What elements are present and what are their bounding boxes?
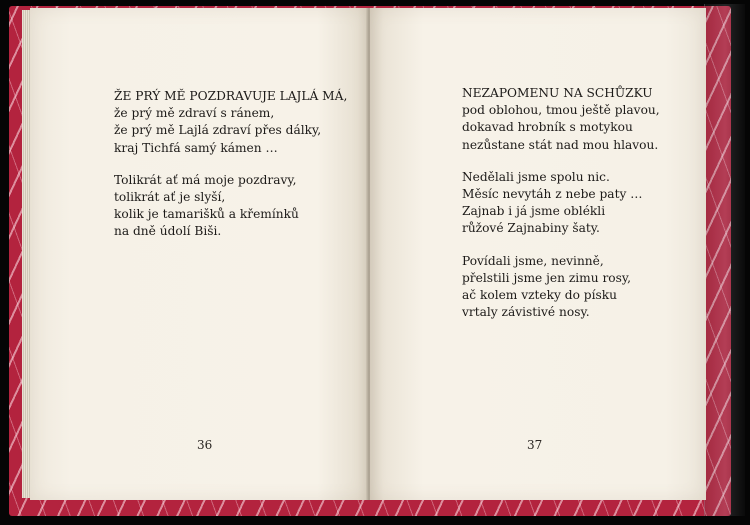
page-number: 37 bbox=[527, 438, 543, 452]
poem-line: nezůstane stát nad mou hlavou. bbox=[462, 137, 659, 152]
stanza bbox=[462, 253, 660, 322]
poem-line: Zajnab i já jsme oblékli bbox=[462, 204, 606, 219]
poem-line: tolikrát ať je slyší, bbox=[114, 190, 226, 205]
poem-title-line: NEZAPOMENU NA SCHŮZKU bbox=[462, 86, 653, 100]
right-poem bbox=[462, 85, 660, 336]
right-page bbox=[370, 8, 706, 500]
poem-line: Tolikrát ať má moje pozdravy, bbox=[114, 172, 297, 187]
poem-line: dokavad hrobník s motykou bbox=[462, 120, 633, 135]
left-page bbox=[30, 8, 368, 500]
stanza bbox=[462, 169, 660, 238]
poem-line: Nedělali jsme spolu nic. bbox=[462, 169, 610, 184]
page-number: 36 bbox=[197, 438, 213, 452]
poem-line: pod oblohou, tmou ještě plavou, bbox=[462, 103, 660, 118]
poem-title-line: ŽE PRÝ MĚ POZDRAVUJE LAJLÁ MÁ, bbox=[114, 89, 348, 103]
poem-line: přelstili jsme jen zimu rosy, bbox=[462, 270, 632, 285]
poem-line: růžové Zajnabiny šaty. bbox=[462, 221, 600, 236]
poem-line: Povídali jsme, nevinně, bbox=[462, 253, 604, 268]
poem-line: ač kolem vzteky do písku bbox=[462, 288, 617, 303]
page-edges bbox=[22, 10, 30, 498]
poem-line: kolik je tamarišků a křemínků bbox=[114, 207, 299, 222]
left-poem bbox=[114, 88, 347, 256]
stanza bbox=[462, 85, 660, 154]
poem-line: na dně údolí Biši. bbox=[114, 224, 222, 239]
poem-line: že prý mě zdraví s ránem, bbox=[114, 106, 275, 121]
poem-line: kraj Tichfá samý kámen … bbox=[114, 140, 278, 155]
poem-line: že prý mě Lajlá zdraví přes dálky, bbox=[114, 123, 322, 138]
stanza bbox=[114, 172, 347, 241]
poem-line: Měsíc nevytáh z nebe paty … bbox=[462, 187, 643, 202]
poem-line: vrtaly závistivé nosy. bbox=[462, 305, 590, 320]
plastic-wrap bbox=[704, 4, 745, 516]
stanza bbox=[114, 88, 347, 157]
